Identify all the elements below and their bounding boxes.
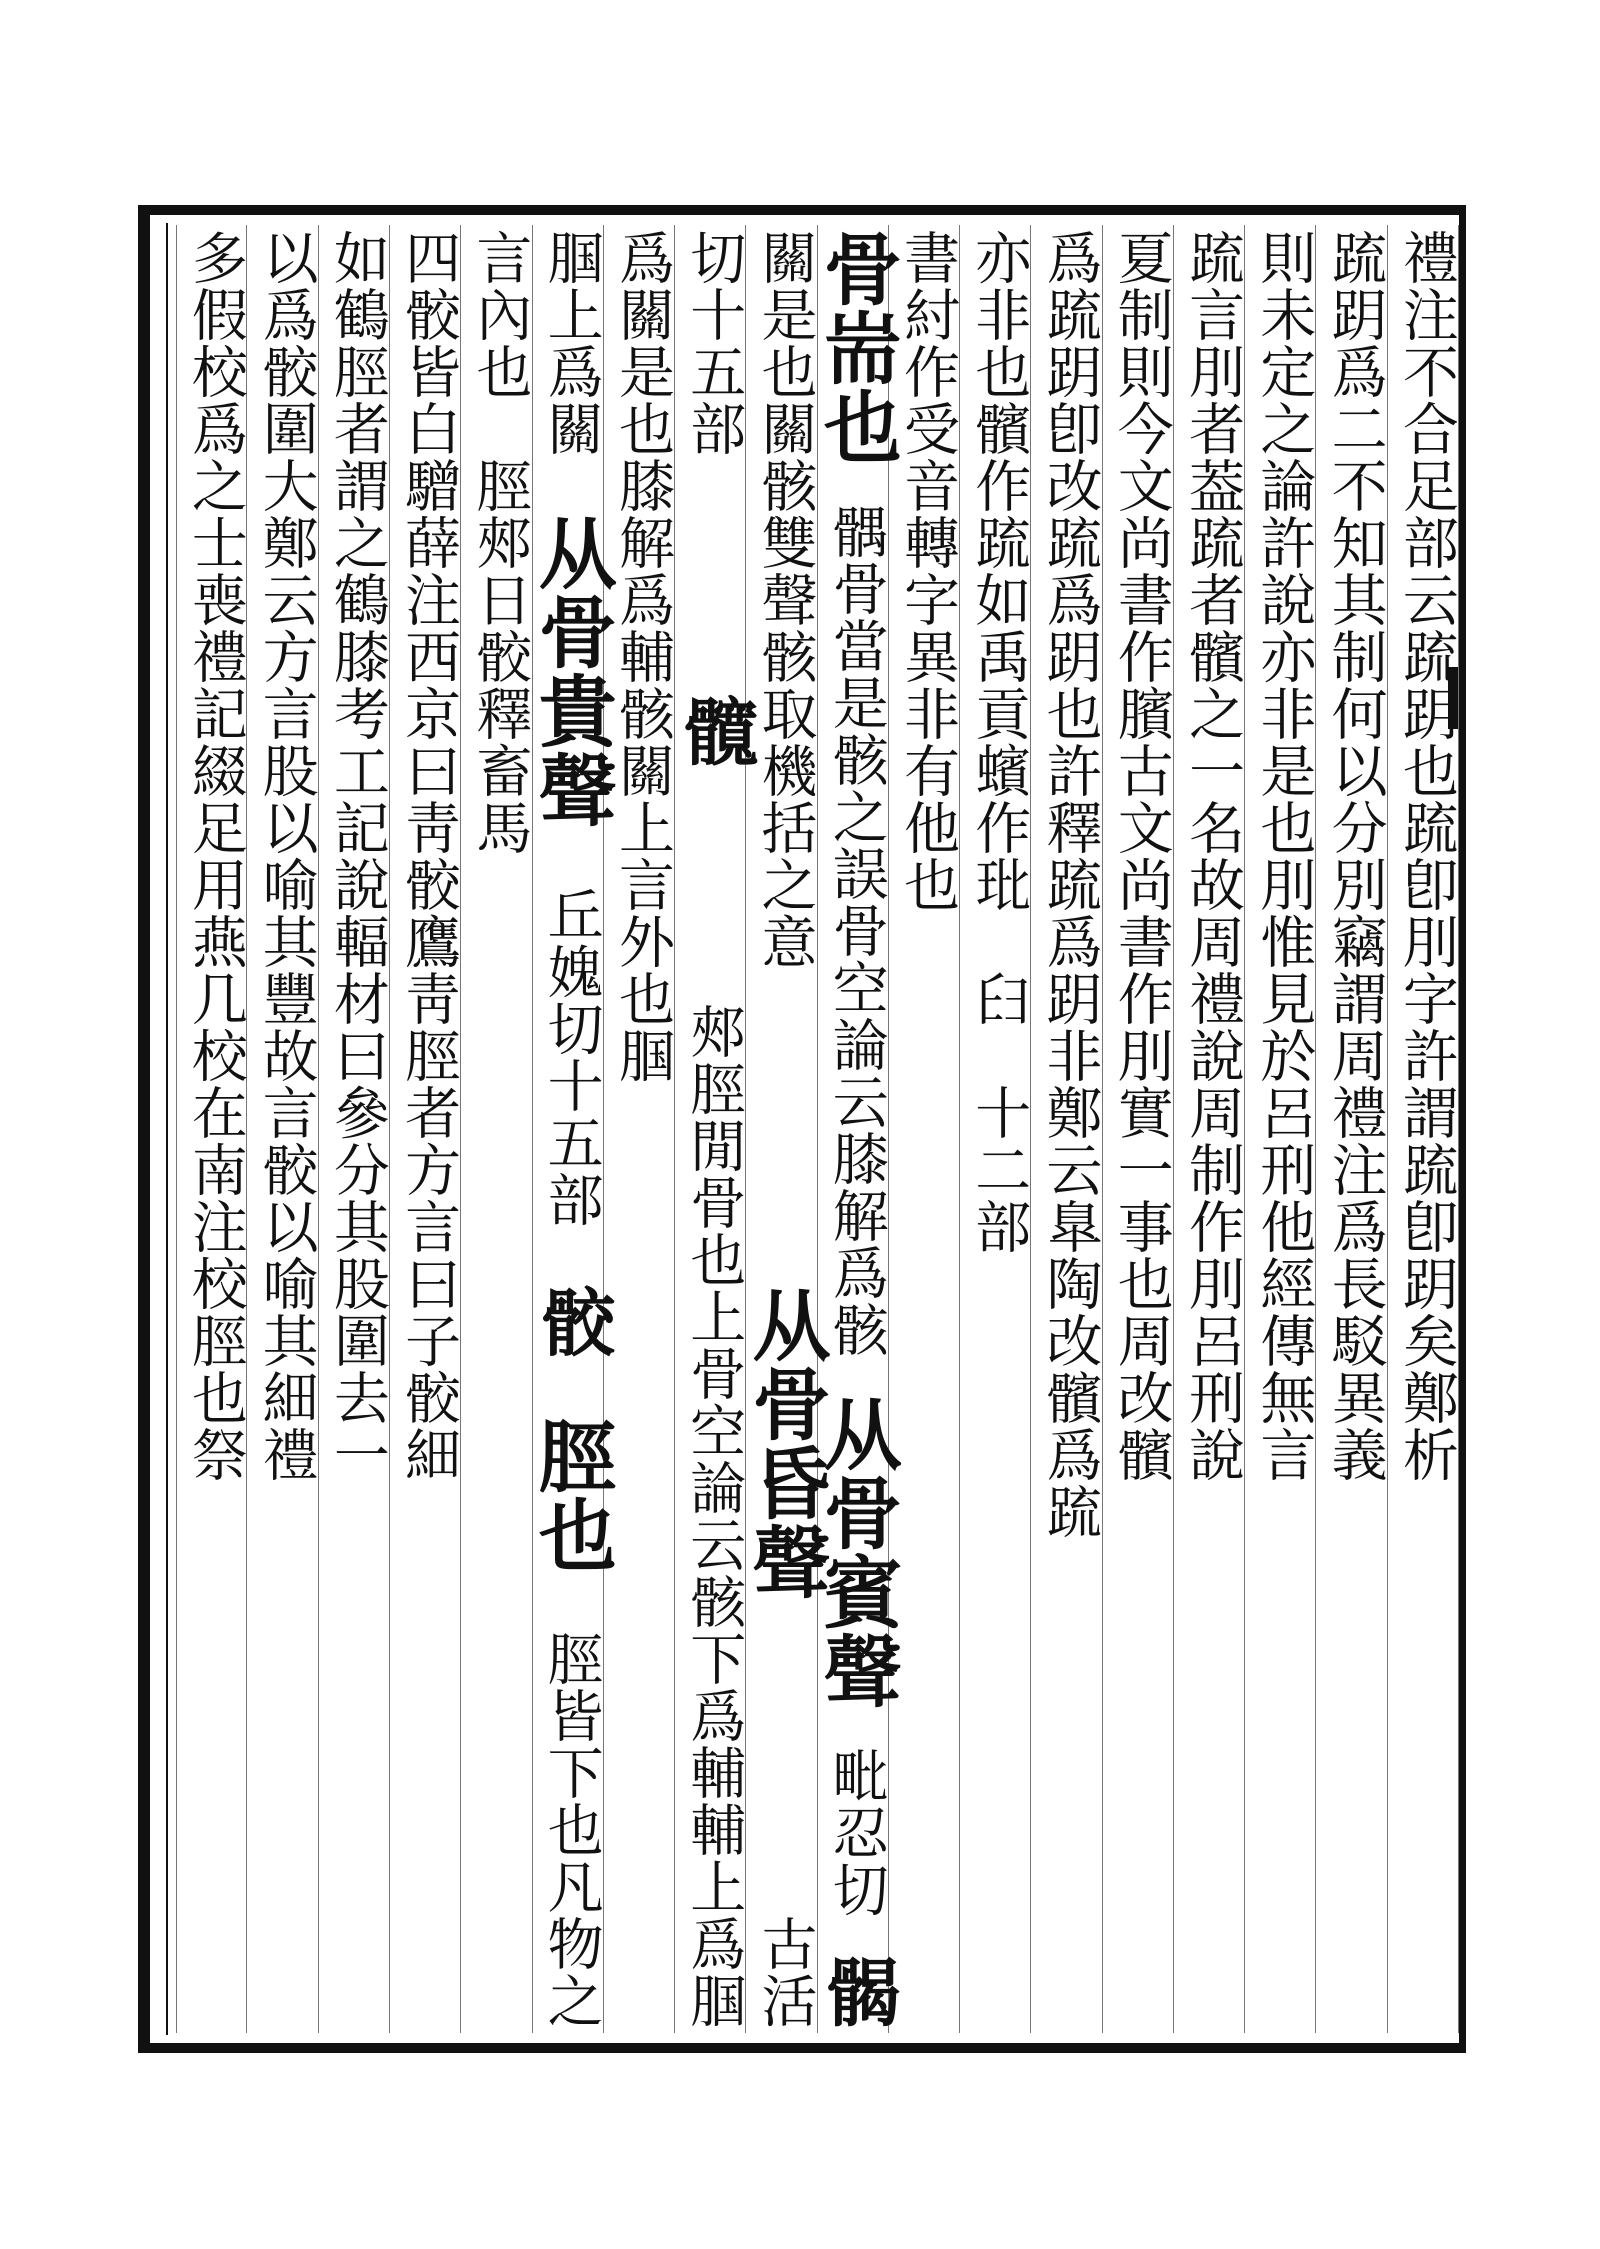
- text-column: [1316, 225, 1387, 2033]
- commentary-text: 四骹皆白驓薛注西京曰靑骹鷹靑脛者方言曰子骹細: [396, 229, 462, 1483]
- commentary-text: 髃骨當是骸之誤骨空論云膝解爲骸: [823, 502, 889, 1358]
- text-column: [390, 225, 461, 2033]
- commentary-text: 關是也關骸雙聲骸取機括之意: [752, 229, 818, 970]
- commentary-text: 言內也 脛郟日骹釋畜馬: [467, 229, 533, 856]
- text-column: [247, 225, 318, 2033]
- commentary-text: 古活: [752, 1915, 818, 2029]
- text-column: [604, 225, 675, 2033]
- seal-script-glyph: 髖: [672, 692, 759, 768]
- seal-script-glyph: 骹: [529, 1284, 616, 1360]
- commentary-text: 切十五部: [681, 229, 747, 457]
- headword-text: 骨耑也: [810, 229, 902, 466]
- commentary-text: 腘上爲關: [538, 229, 604, 457]
- commentary-text: 禮注不合足部云䟽跀也䟽卽刖字許謂䟽卽跀矣鄭析: [1393, 229, 1459, 1483]
- commentary-text: 亦非也髕作䟽如禹貢蠙作玭 𦥑 十二部: [966, 229, 1032, 1255]
- commentary-text: 爲䟽跀卽改䟽爲跀也許釋䟽爲跀非鄭云臯陶改髕爲䟽: [1037, 229, 1103, 1540]
- text-column: [1388, 225, 1459, 2033]
- inner-border-rule: [166, 223, 168, 2035]
- headword-text: 从骨賓聲: [810, 1394, 902, 1710]
- commentary-text: 以爲骹圍大鄭云方言股以喻其豐故言骹以喻其細禮: [253, 229, 319, 1483]
- commentary-text: 爲關是也膝解爲輔骸關上言外也腘: [609, 229, 675, 1084]
- text-column: [1174, 225, 1245, 2033]
- commentary-text: 則未定之論許說亦非是也刖惟見於呂刑他經傳無言: [1251, 229, 1317, 1483]
- headword-text: 脛也: [525, 1415, 617, 1574]
- commentary-text: 書紂作受音轉字異非有他也: [895, 229, 960, 913]
- text-column: [672, 225, 759, 2033]
- text-columns: [176, 225, 1459, 2033]
- text-column: [739, 225, 831, 2033]
- text-column: [1103, 225, 1174, 2033]
- headword-text: 从骨貴聲: [525, 513, 617, 830]
- commentary-text: 夏制則今文尚書作臏古文尚書作刖實一事也周改髕: [1108, 229, 1174, 1483]
- page-frame: [138, 205, 1466, 2053]
- text-column: [176, 225, 247, 2033]
- text-column: [1031, 225, 1102, 2033]
- commentary-text: 脛皆下也凡物之: [538, 1629, 604, 2029]
- text-column: [461, 225, 532, 2033]
- commentary-text: 毗忍切: [823, 1746, 889, 1918]
- commentary-text: 郟脛閒骨也上骨空論云骸下爲輔輔上爲腘: [681, 1003, 747, 2029]
- commentary-text: 丘媿切十五部: [538, 885, 604, 1228]
- commentary-text: 如鶴脛者謂之鶴膝考工記說輻材曰參分其股圍去一: [324, 229, 390, 1483]
- text-column: [960, 225, 1031, 2033]
- commentary-text: 䟽言刖者葢䟽者髕之一名故周禮說周制作刖呂刑說: [1180, 229, 1246, 1483]
- text-column: [889, 225, 960, 2033]
- headword-text: 从骨昏聲: [739, 1284, 831, 1601]
- commentary-text: 多假校爲之士喪禮記綴足用燕几校在南注校脛也祭: [182, 229, 248, 1483]
- text-column: [810, 225, 902, 2033]
- seal-script-glyph: 𩩲: [814, 1954, 901, 2029]
- text-column: [1245, 225, 1316, 2033]
- text-column: [319, 225, 390, 2033]
- commentary-text: 䟽跀爲二不知其制何以分別竊謂周禮注爲長駁異義: [1322, 229, 1388, 1483]
- text-column: [525, 225, 617, 2033]
